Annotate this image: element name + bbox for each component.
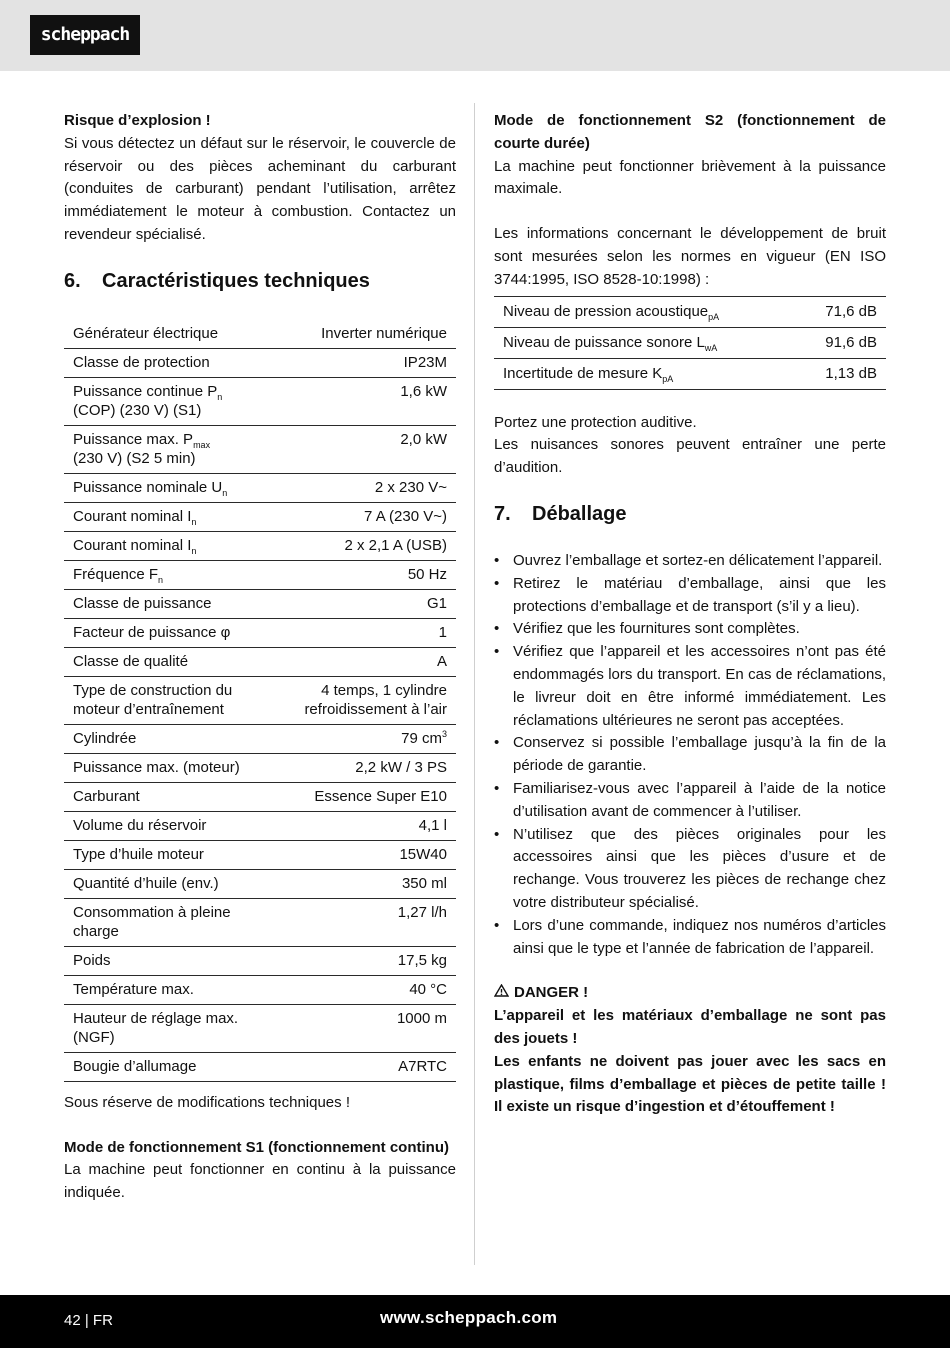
spec-label-sub: n [158, 574, 164, 585]
spec-row [64, 782, 456, 811]
risk-text: Si vous détectez un défaut sur le réservoir, le couvercle de réservoir ou des pièces acheminant du carburant (conduites de carburant) pendant l’utilisation, arrêtez immédiatement le moteur à combustion. Contactez un revendeur spécialisé. [64, 134, 456, 243]
s1-text: La machine peut fonctionner en continu à la puissance indiquée. [64, 1161, 456, 1202]
spec-label: Type de construction du [73, 681, 233, 699]
spec-label-cell [64, 618, 274, 647]
spec-label-line2: (230 V) (S2 5 min) [73, 449, 196, 467]
spec-value: 2,2 kW / 3 PS [355, 758, 447, 776]
spec-label-cell [64, 1004, 274, 1052]
spec-row [64, 840, 456, 869]
spec-row [64, 618, 456, 647]
warning-triangle-icon [494, 982, 509, 1005]
spec-label: Carburant [73, 787, 140, 805]
spec-label-sub: n [191, 516, 197, 527]
spec-value: 1000 m [396, 1009, 447, 1027]
s2-title: Mode de fonctionnement S2 (fonctionnement de courte durée) [494, 112, 886, 152]
spec-row [64, 589, 456, 618]
danger-text-2: Les enfants ne doivent pas jouer avec les sacs en plastique, films d’emballage et pièces de petite taille ! Il existe un risque d’ingestion et d’étouffement ! [494, 1052, 886, 1116]
spec-value-cell [274, 425, 456, 473]
spec-label-cell [64, 946, 274, 975]
page-header [0, 0, 950, 71]
spec-row [64, 348, 456, 377]
spec-label-line2: moteur d’entraînement [73, 700, 224, 718]
spec-value: 1 [438, 623, 447, 641]
protection-note-2: Les nuisances sonores peuvent entraîner une perte d’audition. [494, 436, 886, 477]
spec-value: 17,5 kg [397, 951, 447, 969]
spec-label: Bougie d’allumage [73, 1057, 197, 1075]
spec-label-cell [64, 589, 274, 618]
spec-value: Inverter numérique [321, 324, 447, 342]
spec-value: 7 A (230 V~) [364, 507, 447, 525]
section-7-heading [494, 501, 886, 527]
spec-value: 1,6 kW [400, 382, 447, 400]
spec-label: Cylindrée [73, 729, 137, 747]
spec-value-cell [274, 676, 456, 724]
spec-label-cell [64, 377, 274, 425]
spec-value-sup: 3 [441, 728, 447, 739]
list-item: • Vérifiez que l’appareil et les accessoires n’ont pas été endommagés lors du transport. En cas de réclamations, le livreur doit en être informé immédiatement. Les réclamations ultérieures ne seront pas acceptées. [494, 641, 886, 732]
spec-value-cell [274, 324, 456, 349]
noise-label-cell [494, 296, 796, 327]
spec-label: Classe de puissance [73, 594, 212, 612]
spec-row [64, 502, 456, 531]
spec-value-cell [274, 811, 456, 840]
list-item: • N’utilisez que des pièces originales pour les accessoires ainsi que les pièces d’usure et de rechange. Vous trouverez les pièces de rechange chez votre distributeur spécialisé. [494, 824, 886, 915]
spec-label-cell [64, 840, 274, 869]
spec-label-cell [64, 560, 274, 589]
section-6-number: 6. [64, 269, 81, 292]
noise-row [494, 296, 886, 327]
noise-intro: Les informations concernant le développement de bruit sont mesurées selon les normes en vigueur (EN ISO 3744:1995, ISO 8528-10:1998) : [494, 225, 886, 288]
spec-label-cell [64, 869, 274, 898]
left-column [64, 110, 456, 1205]
spec-label: Classe de protection [73, 353, 210, 371]
noise-label-sub: pA [662, 373, 674, 384]
spec-row [64, 753, 456, 782]
spec-label: Puissance nominale U [73, 478, 223, 496]
spec-label-cell [64, 531, 274, 560]
spec-label-cell [64, 502, 274, 531]
spec-value-cell [274, 377, 456, 425]
spec-value: 2,0 kW [400, 430, 447, 448]
spec-label-cell [64, 676, 274, 724]
spec-label: Quantité d’huile (env.) [73, 874, 219, 892]
section-7-title: Déballage [532, 502, 627, 525]
spec-value: A7RTC [398, 1057, 447, 1075]
spec-label: Facteur de puissance φ [73, 623, 231, 641]
spec-value: A [436, 652, 447, 670]
spec-label-cell [64, 348, 274, 377]
noise-label-cell [494, 327, 796, 358]
noise-value-cell [796, 327, 886, 358]
spec-value: 4,1 l [418, 816, 447, 834]
spec-label: Poids [73, 951, 111, 969]
spec-value: G1 [426, 594, 447, 612]
page-number: 42 | FR [64, 1312, 113, 1329]
spec-value: 2 x 2,1 A (USB) [344, 536, 447, 554]
spec-label: Puissance max. (moteur) [73, 758, 240, 776]
section-6-title: Caractéristiques techniques [102, 269, 370, 292]
spec-row [64, 647, 456, 676]
list-item: • Lors d’une commande, indiquez nos numéros d’articles ainsi que le type et l’année de fabrication de l’appareil. [494, 915, 886, 961]
spec-label: Classe de qualité [73, 652, 189, 670]
spec-row [64, 324, 456, 349]
noise-label: Incertitude de mesure K [503, 364, 663, 382]
section-7-number: 7. [494, 502, 511, 525]
spec-value-cell [274, 348, 456, 377]
unpacking-list [494, 550, 886, 960]
noise-label-sub: pA [708, 311, 720, 322]
spec-row [64, 975, 456, 1004]
spec-value: 2 x 230 V~ [374, 478, 447, 496]
spec-label-cell [64, 753, 274, 782]
noise-label: Niveau de puissance sonore L [503, 333, 705, 351]
spec-label-line2: (COP) (230 V) (S1) [73, 401, 202, 419]
s2-text: La machine peut fonctionner brièvement à la puissance maximale. [494, 157, 886, 198]
spec-value: IP23M [403, 353, 447, 371]
spec-value-cell [274, 647, 456, 676]
danger-text-1: L’appareil et les matériaux d’emballage ne sont pas des jouets ! [494, 1007, 886, 1047]
noise-label-sub: wA [704, 342, 718, 353]
noise-table [494, 296, 886, 390]
noise-value: 91,6 dB [825, 333, 877, 351]
noise-value-cell [796, 358, 886, 389]
noise-value: 71,6 dB [825, 302, 877, 320]
spec-value-cell [274, 502, 456, 531]
spec-label: Puissance continue P [73, 382, 218, 400]
spec-label-cell [64, 473, 274, 502]
spec-value-cell [274, 560, 456, 589]
spec-value: 4 temps, 1 cylindre [321, 681, 447, 699]
spec-label-cell [64, 898, 274, 946]
section-6-heading [64, 268, 456, 294]
list-item: • Retirez le matériau d’emballage, ainsi que les protections d’emballage et de transport (s’il y a lieu). [494, 573, 886, 619]
spec-label: Type d’huile moteur [73, 845, 204, 863]
list-item: • Familiarisez-vous avec l’appareil à l’aide de la notice d’utilisation avant de commencer à l’utiliser. [494, 778, 886, 824]
spec-row [64, 473, 456, 502]
spec-label: Consommation à pleine [73, 903, 231, 921]
scheppach-logo: scheppach [30, 15, 140, 55]
spec-label-cell [64, 324, 274, 349]
page-footer [0, 1295, 950, 1348]
spec-row [64, 898, 456, 946]
spec-label-line2: (NGF) [73, 1028, 115, 1046]
spec-value-cell [274, 531, 456, 560]
noise-value-cell [796, 296, 886, 327]
spec-label: Fréquence F [73, 565, 159, 583]
spec-value-cell [274, 869, 456, 898]
spec-label: Courant nominal I [73, 507, 192, 525]
spec-value: Essence Super E10 [314, 787, 447, 805]
spec-value-cell [274, 473, 456, 502]
noise-value: 1,13 dB [825, 364, 877, 382]
column-divider [474, 103, 475, 1265]
spec-row [64, 946, 456, 975]
reserve-note: Sous réserve de modifications techniques ! [64, 1093, 350, 1111]
s1-title: Mode de fonctionnement S1 (fonctionnement continu) [64, 1138, 449, 1156]
spec-value-line2: refroidissement à l’air [304, 700, 447, 718]
spec-value-cell [274, 618, 456, 647]
spec-label: Courant nominal I [73, 536, 192, 554]
spec-value: 350 ml [401, 874, 447, 892]
spec-value-cell [274, 782, 456, 811]
danger-title-text: DANGER ! [514, 984, 589, 1002]
spec-value: 40 °C [409, 980, 447, 998]
list-item: • Vérifiez que les fournitures sont complètes. [494, 618, 886, 641]
website-link[interactable]: www.scheppach.com [380, 1308, 558, 1327]
spec-row [64, 560, 456, 589]
spec-label-sub: n [217, 391, 223, 402]
spec-value: 79 cm [401, 729, 442, 747]
protection-note-1: Portez une protection auditive. [494, 413, 697, 431]
spec-row [64, 676, 456, 724]
risk-title: Risque d’explosion ! [64, 112, 211, 129]
spec-label-cell [64, 782, 274, 811]
right-column [494, 110, 886, 1119]
spec-value: 50 Hz [407, 565, 447, 583]
spec-value-cell [274, 724, 456, 753]
spec-row [64, 724, 456, 753]
danger-title [494, 982, 886, 1005]
noise-row [494, 358, 886, 389]
spec-value-cell [274, 975, 456, 1004]
spec-row [64, 425, 456, 473]
spec-label-sub: n [222, 487, 228, 498]
spec-label-cell [64, 975, 274, 1004]
spec-label: Générateur électrique [73, 324, 219, 342]
spec-value-cell [274, 1052, 456, 1081]
spec-row [64, 1052, 456, 1081]
spec-label-sub: max [193, 439, 211, 450]
spec-label: Température max. [73, 980, 194, 998]
spec-value-cell [274, 1004, 456, 1052]
spec-value-cell [274, 946, 456, 975]
noise-row [494, 327, 886, 358]
list-item: • Conservez si possible l’emballage jusqu’à la fin de la période de garantie. [494, 732, 886, 778]
spec-row [64, 811, 456, 840]
spec-label-cell [64, 724, 274, 753]
spec-value-cell [274, 753, 456, 782]
spec-row [64, 869, 456, 898]
list-item: • Ouvrez l’emballage et sortez-en délicatement l’appareil. [494, 550, 886, 573]
spec-row [64, 531, 456, 560]
spec-label-sub: n [191, 545, 197, 556]
spec-label-cell [64, 1052, 274, 1081]
spec-label-cell [64, 647, 274, 676]
spec-label: Hauteur de réglage max. [73, 1009, 239, 1027]
noise-label-cell [494, 358, 796, 389]
spec-row [64, 377, 456, 425]
specs-table [64, 324, 456, 1082]
spec-label-line2: charge [73, 922, 119, 940]
spec-value-cell [274, 898, 456, 946]
spec-value-cell [274, 840, 456, 869]
spec-label: Puissance max. P [73, 430, 194, 448]
spec-label-cell [64, 811, 274, 840]
spec-label-cell [64, 425, 274, 473]
spec-row [64, 1004, 456, 1052]
spec-value: 15W40 [399, 845, 447, 863]
spec-value: 1,27 l/h [397, 903, 447, 921]
spec-label: Volume du réservoir [73, 816, 207, 834]
spec-value-cell [274, 589, 456, 618]
noise-label: Niveau de pression acoustique [503, 302, 709, 320]
